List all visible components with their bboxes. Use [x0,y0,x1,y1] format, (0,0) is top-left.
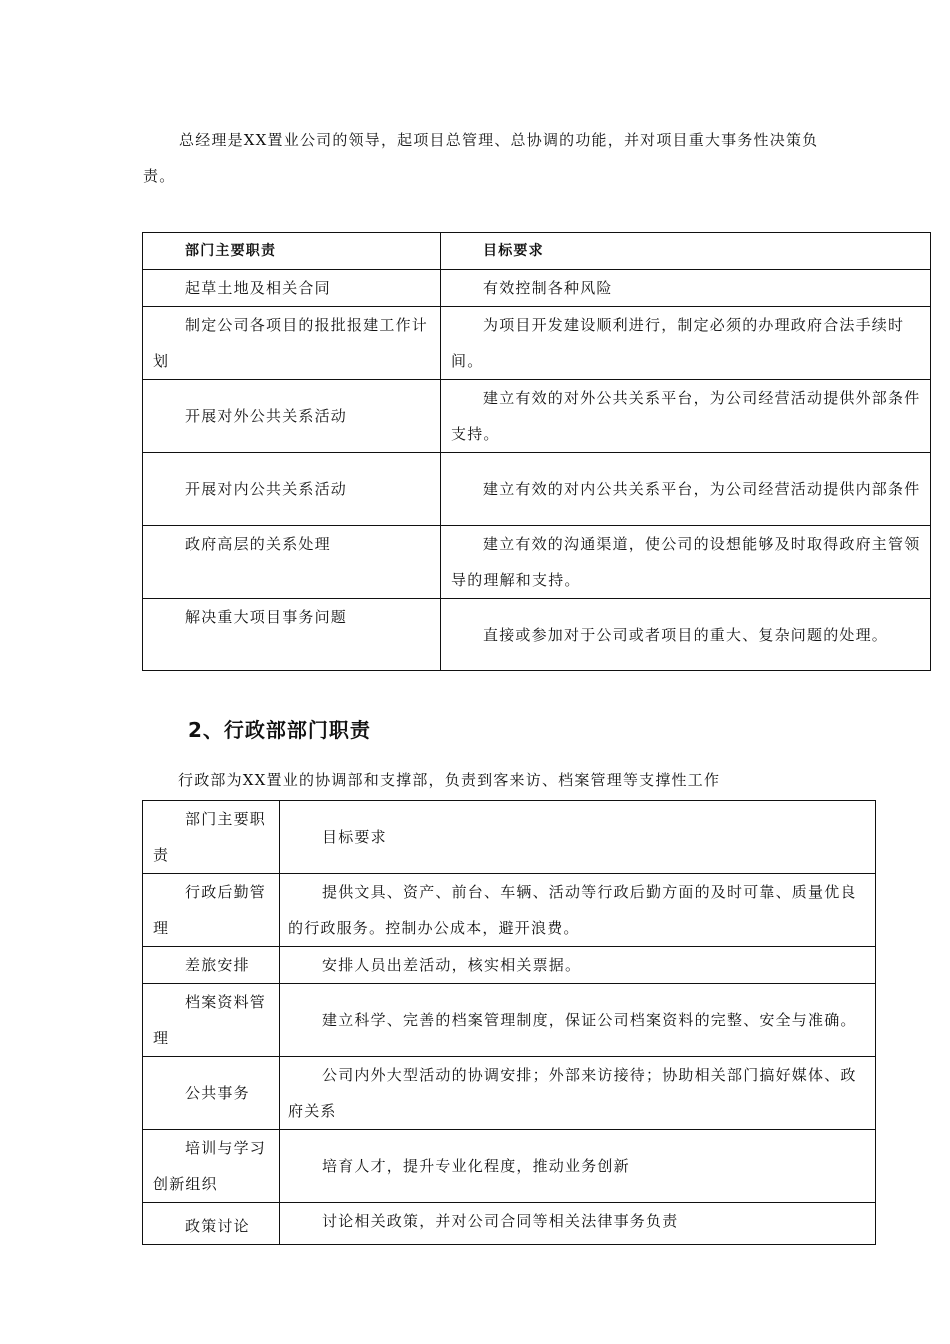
table-row [143,526,931,599]
goal-cell: 培育人才，提升专业化程度，推动业务创新 [280,1130,876,1203]
table-row [143,453,931,526]
table-header-row [143,801,876,874]
duty-cell: 起草土地及相关合同 [143,270,441,307]
table-row [143,874,876,947]
intro-paragraph: 总经理是XX置业公司的领导，起项目总管理、总协调的功能，并对项目重大事务性决策负责。 [143,131,819,185]
header-duty: 部门主要职责 [143,801,280,874]
duty-cell: 差旅安排 [143,947,280,984]
section-heading: 2、行政部部门职责 [188,718,371,742]
goal-cell: 公司内外大型活动的协调安排；外部来访接待；协助相关部门搞好媒体、政府关系 [280,1057,876,1130]
duty-cell: 开展对内公共关系活动 [143,453,441,526]
duty-cell: 开展对外公共关系活动 [143,380,441,453]
section-intro: 行政部为XX置业的协调部和支撑部，负责到客来访、档案管理等支撑性工作 [178,771,721,789]
duty-cell: 行政后勤管理 [143,874,280,947]
goal-cell: 安排人员出差活动，核实相关票据。 [280,947,876,984]
table-row [143,307,931,380]
table-row [143,947,876,984]
general-manager-duties-table [142,232,931,671]
table-header-row [143,233,931,270]
goal-cell: 有效控制各种风险 [441,270,931,307]
table-row [143,984,876,1057]
table-row [143,270,931,307]
goal-cell: 建立有效的对外公共关系平台，为公司经营活动提供外部条件支持。 [441,380,931,453]
duty-cell: 档案资料管理 [143,984,280,1057]
goal-cell: 建立有效的沟通渠道，使公司的设想能够及时取得政府主管领导的理解和支持。 [441,526,931,599]
goal-cell: 建立有效的对内公共关系平台，为公司经营活动提供内部条件 [441,453,931,526]
table-row [143,599,931,671]
duty-cell: 解决重大项目事务问题 [143,599,441,671]
duty-cell: 制定公司各项目的报批报建工作计划 [143,307,441,380]
duty-cell: 公共事务 [143,1057,280,1130]
duty-cell: 政府高层的关系处理 [143,526,441,599]
goal-cell: 讨论相关政策，并对公司合同等相关法律事务负责 [280,1203,876,1245]
goal-cell: 建立科学、完善的档案管理制度，保证公司档案资料的完整、安全与准确。 [280,984,876,1057]
admin-dept-duties-table [142,800,876,1245]
header-goal: 目标要求 [441,233,931,270]
duty-cell: 培训与学习创新组织 [143,1130,280,1203]
goal-cell: 直接或参加对于公司或者项目的重大、复杂问题的处理。 [441,599,931,671]
duty-cell: 政策讨论 [143,1203,280,1245]
table-row [143,380,931,453]
goal-cell: 为项目开发建设顺利进行，制定必须的办理政府合法手续时间。 [441,307,931,380]
header-goal: 目标要求 [280,801,876,874]
table-row [143,1130,876,1203]
header-duty: 部门主要职责 [143,233,441,270]
table-row [143,1203,876,1245]
goal-cell: 提供文具、资产、前台、车辆、活动等行政后勤方面的及时可靠、质量优良的行政服务。控制办公成本，避开浪费。 [280,874,876,947]
table-row [143,1057,876,1130]
